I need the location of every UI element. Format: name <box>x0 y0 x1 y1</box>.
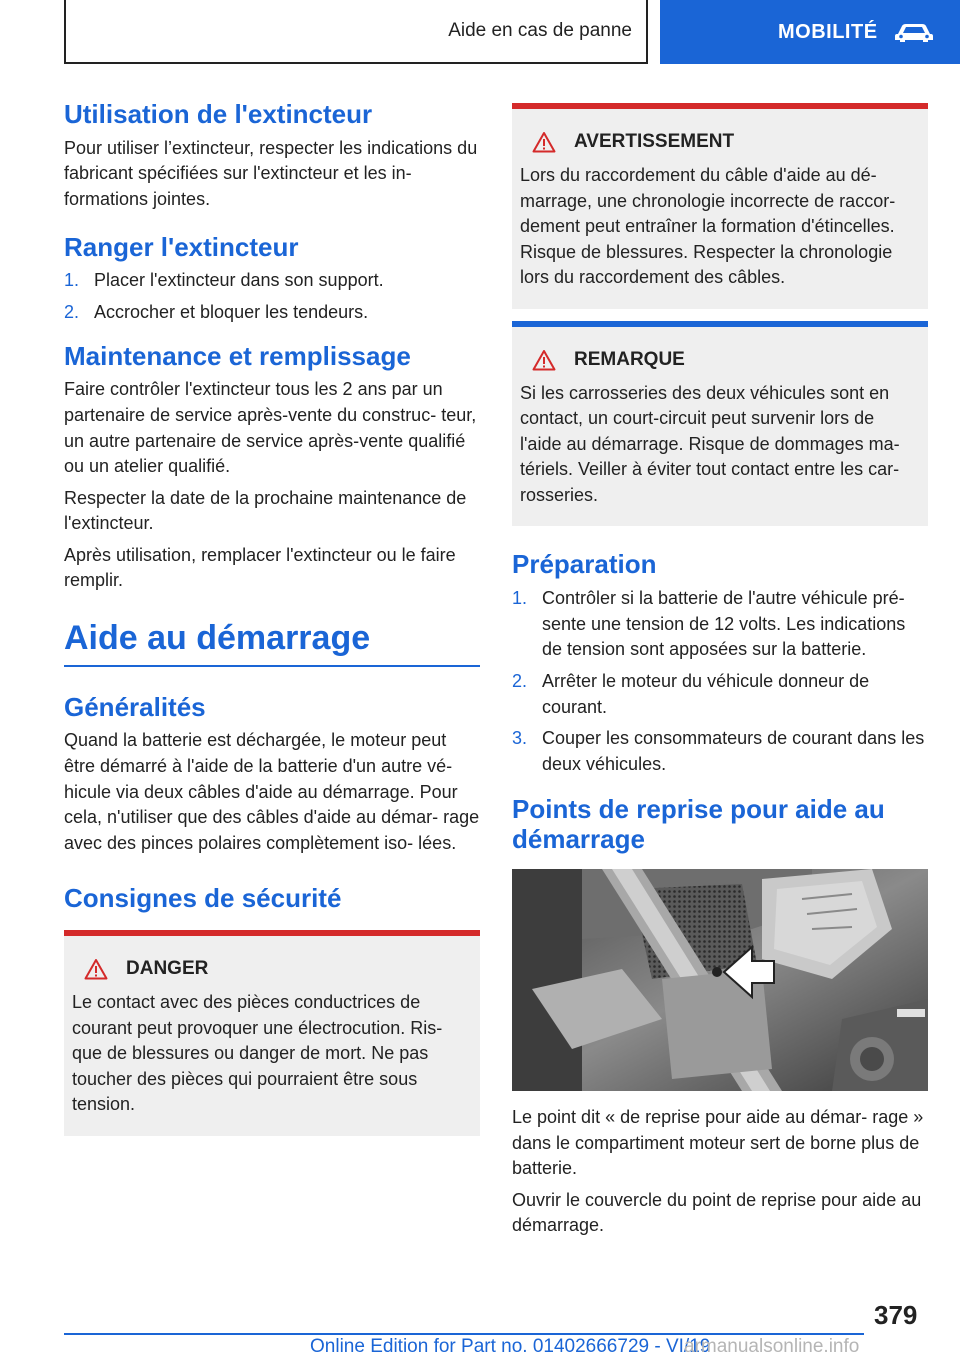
warning-text: Lors du raccordement du câble d'aide au dé- marrage, une chronologie incorrecte de raccor- dement peut entraîner la formation d'étincelles. Risque de blessures. Respecter la chronologie lors du raccordement des câbles. <box>520 165 896 288</box>
note-box <box>512 321 928 527</box>
paragraph-maintenance-2: Respecter la date de la prochaine maintenance de l'extincteur. <box>64 487 467 534</box>
danger-box <box>64 930 480 1136</box>
paragraph-maintenance-3: Après utilisation, remplacer l'extincteur ou le faire remplir. <box>64 544 456 591</box>
heading-preparation: Préparation <box>512 549 657 580</box>
header-chapter-tab <box>660 0 960 64</box>
preparation-steps-list <box>512 586 928 777</box>
paragraph-jump-points-2: Ouvrir le couvercle du point de reprise pour aide au démarrage. <box>512 1189 922 1236</box>
heading-general: Généralités <box>64 691 206 722</box>
footer-edition: Online Edition for Part no. 01402666729 - VI/19 <box>310 1336 711 1357</box>
heading-maintenance: Maintenance et remplissage <box>64 340 411 371</box>
note-text: Si les carrosseries des deux véhicules sont en contact, un court-circuit peut survenir lors de l'aide au démarrage. Risque de dommages ma- tériels. Veiller à éviter tout contact entre les car- rosseries. <box>520 382 900 505</box>
danger-text: Le contact avec des pièces conductrices de courant peut provoquer une électrocution. Ris- que de blessures ou danger de mort. Ne pas toucher des pièces qui pourraient être sous tension. <box>72 992 443 1115</box>
heading-safety: Consignes de sécurité <box>64 883 342 914</box>
footer-divider <box>64 1333 864 1335</box>
paragraph-use-extinguisher: Pour utiliser l’extincteur, respecter les indications du fabricant spécifiées sur l'extincteur et les in- formations jointes. <box>64 137 478 209</box>
car-icon <box>894 20 934 44</box>
list-item: 1. Contrôler si la batterie de l'autre véhicule pré- sente une tension de 12 volts. Les indications de tension sont apposées sur la batterie. <box>512 588 906 660</box>
engine-compartment-photo <box>512 869 928 1091</box>
chapter-heading-jump-start: Aide au démarrage <box>64 618 480 667</box>
watermark: armanualsonline.info <box>684 1336 860 1357</box>
list-item: 3. Couper les consommateurs de courant dans les deux véhicules. <box>512 728 925 774</box>
warning-triangle-icon <box>84 958 108 980</box>
note-header <box>532 349 920 371</box>
list-item: 1. Placer l'extincteur dans son support. <box>64 270 384 291</box>
chapter-title: MOBILITÉ <box>778 20 878 43</box>
danger-title: DANGER <box>126 958 209 980</box>
warning-triangle-icon <box>532 349 556 371</box>
paragraph-maintenance-1: Faire contrôler l'extincteur tous les 2 ans par un partenaire de service après-vente du construc- teur, un autre partenaire de service après-vente qualifié ou un atelier qualifié. <box>64 379 477 477</box>
heading-store-extinguisher: Ranger l'extincteur <box>64 231 299 262</box>
warning-triangle-icon <box>532 131 556 153</box>
warning-title: AVERTISSEMENT <box>574 131 735 152</box>
page-number: 379 <box>874 1300 918 1330</box>
store-steps-list <box>64 268 480 325</box>
left-column <box>64 100 480 1136</box>
paragraph-general: Quand la batterie est déchargée, le moteur peut être démarré à l'aide de la batterie d'un autre vé- hicule via deux câbles d'aide au démarrage. Pour cela, n'utiliser que des câbles d'aide au démar- rage avec des pinces polaires complètement iso- lées. <box>64 730 480 853</box>
danger-header <box>84 958 472 980</box>
list-item: 2. Accrocher et bloquer les tendeurs. <box>64 301 369 322</box>
header-section-title <box>64 0 648 64</box>
list-item: 2. Arrêter le moteur du véhicule donneur de courant. <box>512 671 870 717</box>
paragraph-jump-points-1: Le point dit « de reprise pour aide au démar- rage » dans le compartiment moteur sert de borne plus de batterie. <box>512 1106 924 1179</box>
heading-jump-points: Points de reprise pour aide au démarrage <box>512 794 885 855</box>
right-column <box>512 103 928 1245</box>
warning-box <box>512 103 928 309</box>
section-title: Aide en cas de panne <box>448 20 632 41</box>
heading-use-extinguisher: Utilisation de l'extincteur <box>64 99 373 129</box>
note-title: REMARQUE <box>574 348 685 370</box>
warning-header <box>532 131 920 153</box>
